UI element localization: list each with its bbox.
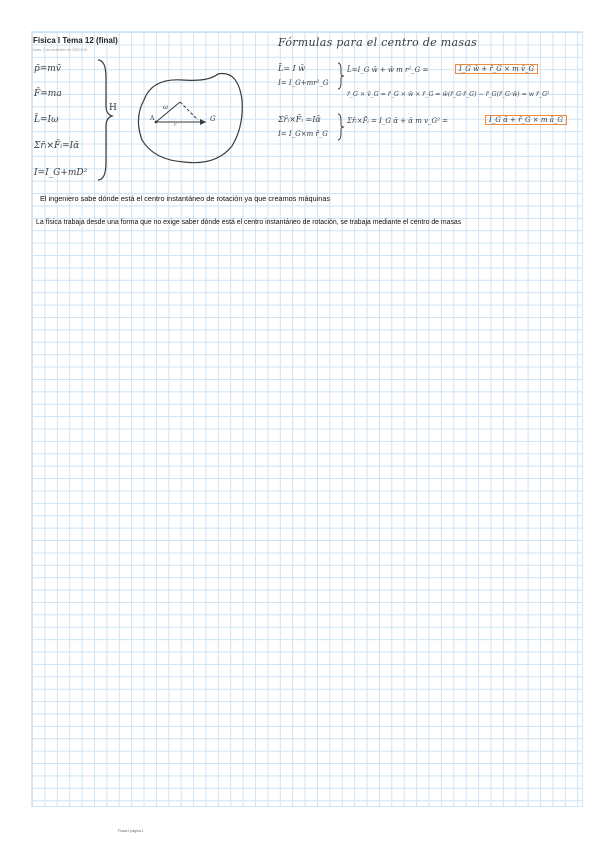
eq3-left: Σr̄ᵢ×F̄ᵢ =Iᾱ xyxy=(278,115,321,124)
vector-r-label: r xyxy=(174,122,177,128)
eq1-left: L̄= I w̄ xyxy=(278,64,306,73)
page-meta: lunes, 2 de noviembre de 2015 9:15 xyxy=(33,48,88,52)
eq1-left2: I= I_G+mr²_G xyxy=(278,79,329,87)
body-line-1: El ingeniero sabe dónde está el centro instantáneo de rotación ya que creamos máquinas xyxy=(40,194,331,203)
eq3-result-box: I_G ᾱ + r̄_G × m ā_G xyxy=(485,115,567,125)
formula-momentum: p̄=mv̄ xyxy=(34,64,61,74)
eq3-left2: I= I_G×m r̄_G xyxy=(278,130,328,138)
section-heading: Fórmulas para el centro de masas xyxy=(278,36,478,49)
body-line-2: La física trabaja desde una forma que no exige saber dónde está el centro instantáneo de rotación, se trabaja mediante el centro de masas xyxy=(36,219,462,226)
point-g-label: G xyxy=(210,115,216,123)
eq1-result-box: I_G w̄ + r̄_G × m v̄_G xyxy=(455,64,538,74)
brace-label: H xyxy=(109,103,117,113)
eq2-derivation: r̄_G × v̄_G = r̄_G × w̄ × r̄_G = w̄(r̄_G·r̄_G) − r̄_G(r̄_G·w̄) = w r̄_G² xyxy=(347,91,550,98)
formula-torque: Σr̄ᵢ×F̄ᵢ=Iᾱ xyxy=(34,141,80,151)
brace-drawing xyxy=(96,58,116,182)
brace-small-2 xyxy=(337,113,345,141)
point-a-label: A xyxy=(150,115,155,122)
page-title: Física I Tema 12 (final) xyxy=(33,36,118,45)
page-footer: Física I página 1 xyxy=(118,829,144,833)
formula-steiner: I=I_G+mD² xyxy=(34,168,88,178)
formula-angular-momentum: L̄=Iω xyxy=(34,115,59,125)
eq3-right: Σr̄ᵢ×F̄ᵢ = I_G ᾱ + ᾱ m v_G² = xyxy=(347,117,449,125)
formula-force: F̄=ma xyxy=(34,89,62,99)
omega-label: ω xyxy=(163,104,168,111)
brace-small-1 xyxy=(337,62,345,90)
eq1-right: L̄=I_G w̄ + w̄ m r²_G = xyxy=(347,66,429,74)
